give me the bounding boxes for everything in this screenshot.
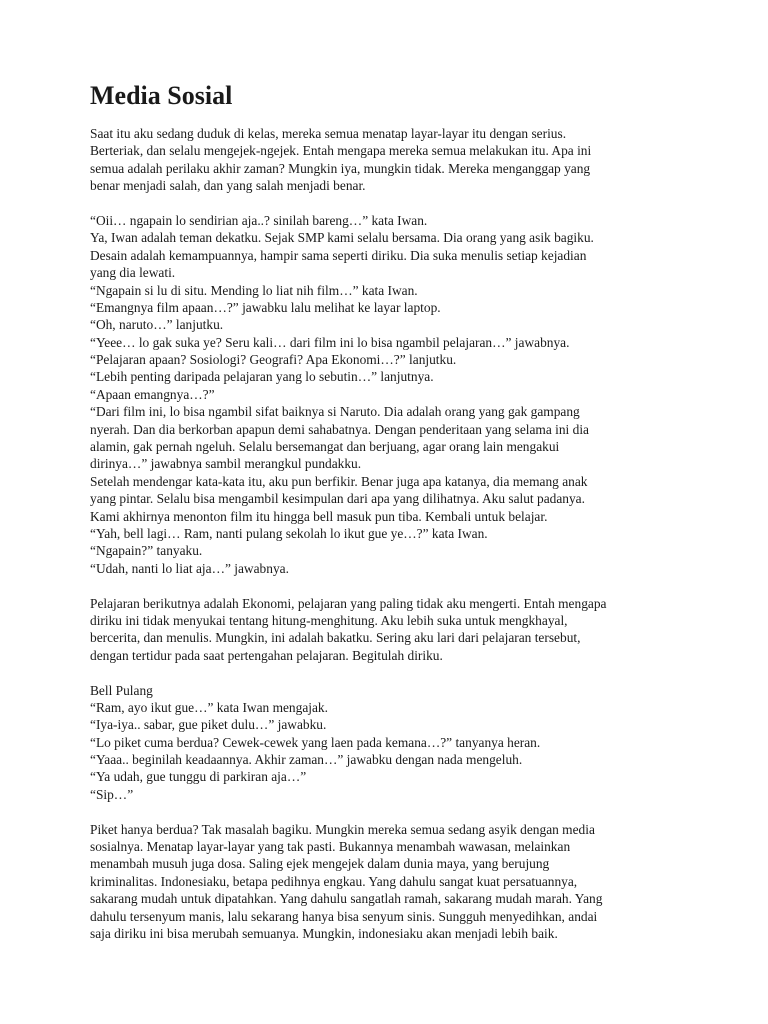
text-line: “Yah, bell lagi… Ram, nanti pulang sekolah lo ikut gue ye…?” kata Iwan. [90, 525, 488, 541]
text-line: yang dia lewati. [90, 265, 176, 281]
text-line: “Lo piket cuma berdua? Cewek-cewek yang laen pada kemana…?” tanyanya heran. [90, 734, 541, 750]
text-line: Saat itu aku sedang duduk di kelas, mereka semua menatap layar-layar itu dengan serius. [90, 126, 567, 141]
paragraph [90, 821, 690, 943]
text-line: dirinya…” jawabnya sambil merangkul pundakku. [90, 456, 362, 472]
paragraph [90, 595, 690, 665]
text-line: “Yaaa.. beginilah keadaannya. Akhir zaman…” jawabku dengan nada mengeluh. [90, 752, 523, 768]
text-line: saja diriku ini bisa merubah semuanya. Mungkin, indonesiaku akan menjadi lebih baik. [90, 925, 558, 941]
text-line: “Ngapain si lu di situ. Mending lo liat nih film…” kata Iwan. [90, 282, 418, 298]
text-line: “Ram, ayo ikut gue…” kata Iwan mengajak. [90, 699, 328, 715]
text-line: “Iya-iya.. sabar, gue piket dulu…” jawabku. [90, 717, 327, 733]
paragraph-gap [90, 577, 690, 594]
text-line: “Apaan emangnya…?” [90, 386, 215, 402]
text-line: Berteriak, dan selalu mengejek-ngejek. Entah mengapa mereka semua melakukan itu. Apa ini [90, 143, 592, 159]
document-title: Media Sosial [90, 81, 233, 110]
text-line: Ya, Iwan adalah teman dekatku. Sejak SMP kami selalu bersama. Dia orang yang asik bagiku. [90, 230, 594, 246]
paragraph-gap [90, 195, 690, 212]
text-line: diriku ini tidak menyukai tentang hitung-menghitung. Aku lebih suka untuk mengkhayal, [90, 612, 568, 628]
text-line: sakarang mudah untuk dipatahkan. Yang dahulu sangatlah ramah, sakarang mudah marah. Yang [90, 891, 603, 907]
text-line: dengan tertidur pada saat pertengahan pelajaran. Begitulah diriku. [90, 647, 443, 663]
text-line: kriminalitas. Indonesiaku, betapa pedihnya engkau. Yang dahulu sangat kuat persatuannya, [90, 873, 578, 889]
document-body [90, 125, 690, 942]
text-line: “Oh, naruto…” lanjutku. [90, 317, 224, 333]
paragraph-gap [90, 664, 690, 681]
text-line: dahulu tersenyum manis, lalu sekarang hanya bisa senyum sinis. Sungguh menyedihkan, andai [90, 908, 598, 924]
text-line: “Yeee… lo gak suka ye? Seru kali… dari film ini lo bisa ngambil pelajaran…” jawabnya. [90, 334, 570, 350]
text-line: benar menjadi salah, dan yang salah menjadi benar. [90, 178, 366, 194]
document-page [90, 81, 690, 942]
paragraph [90, 682, 690, 804]
text-line: Kami akhirnya menonton film itu hingga bell masuk pun tiba. Kembali untuk belajar. [90, 508, 548, 524]
text-line: yang pintar. Selalu bisa mengambil kesimpulan dari apa yang dilihatnya. Aku salut padanya. [90, 491, 585, 507]
text-line: “Sip…” [90, 786, 134, 802]
text-line: “Dari film ini, lo bisa ngambil sifat baiknya si Naruto. Dia adalah orang yang gak gampang [90, 404, 580, 420]
text-line: “Udah, nanti lo liat aja…” jawabnya. [90, 560, 289, 576]
paragraph-gap [90, 803, 690, 820]
paragraph [90, 212, 690, 577]
text-line: “Ya udah, gue tunggu di parkiran aja…” [90, 769, 307, 785]
text-line: Piket hanya berdua? Tak masalah bagiku. Mungkin mereka semua sedang asyik dengan media [90, 821, 595, 837]
text-line: “Ngapain?” tanyaku. [90, 543, 203, 559]
text-line: Pelajaran berikutnya adalah Ekonomi, pelajaran yang paling tidak aku mengerti. Entah mengapa [90, 595, 607, 611]
text-line: semua adalah perilaku akhir zaman? Mungkin iya, mungkin tidak. Mereka menganggap yang [90, 160, 591, 176]
text-line: nyerah. Dan dia berkorban apapun demi sahabatnya. Dengan penderitaan yang selama ini dia [90, 421, 589, 437]
text-line: “Emangnya film apaan…?” jawabku lalu melihat ke layar laptop. [90, 299, 441, 315]
text-line: alamin, gak pernah ngeluh. Selalu bersemangat dan berjuang, agar orang lain mengakui [90, 439, 560, 455]
text-line: sosialnya. Menatap layar-layar yang tak pasti. Bukannya menambah wawasan, melainkan [90, 839, 571, 855]
text-line: Desain adalah kemampuannya, hampir sama seperti diriku. Dia suka menulis setiap kejadian [90, 247, 587, 263]
paragraph [90, 125, 690, 195]
text-line: bercerita, dan menulis. Mungkin, ini adalah bakatku. Sering aku lari dari pelajaran tersebut, [90, 630, 581, 646]
text-line: “Pelajaran apaan? Sosiologi? Geografi? Apa Ekonomi…?” lanjutku. [90, 352, 457, 368]
text-line: Setelah mendengar kata-kata itu, aku pun berfikir. Benar juga apa katanya, dia memang anak [90, 473, 588, 489]
text-line: “Lebih penting daripada pelajaran yang lo sebutin…” lanjutnya. [90, 369, 434, 385]
text-line: menambah musuh juga dosa. Saling ejek mengejek dalam dunia maya, yang berujung [90, 856, 550, 872]
text-line: “Oii… ngapain lo sendirian aja..? sinilah bareng…” kata Iwan. [90, 212, 428, 228]
text-line: Bell Pulang [90, 682, 153, 698]
